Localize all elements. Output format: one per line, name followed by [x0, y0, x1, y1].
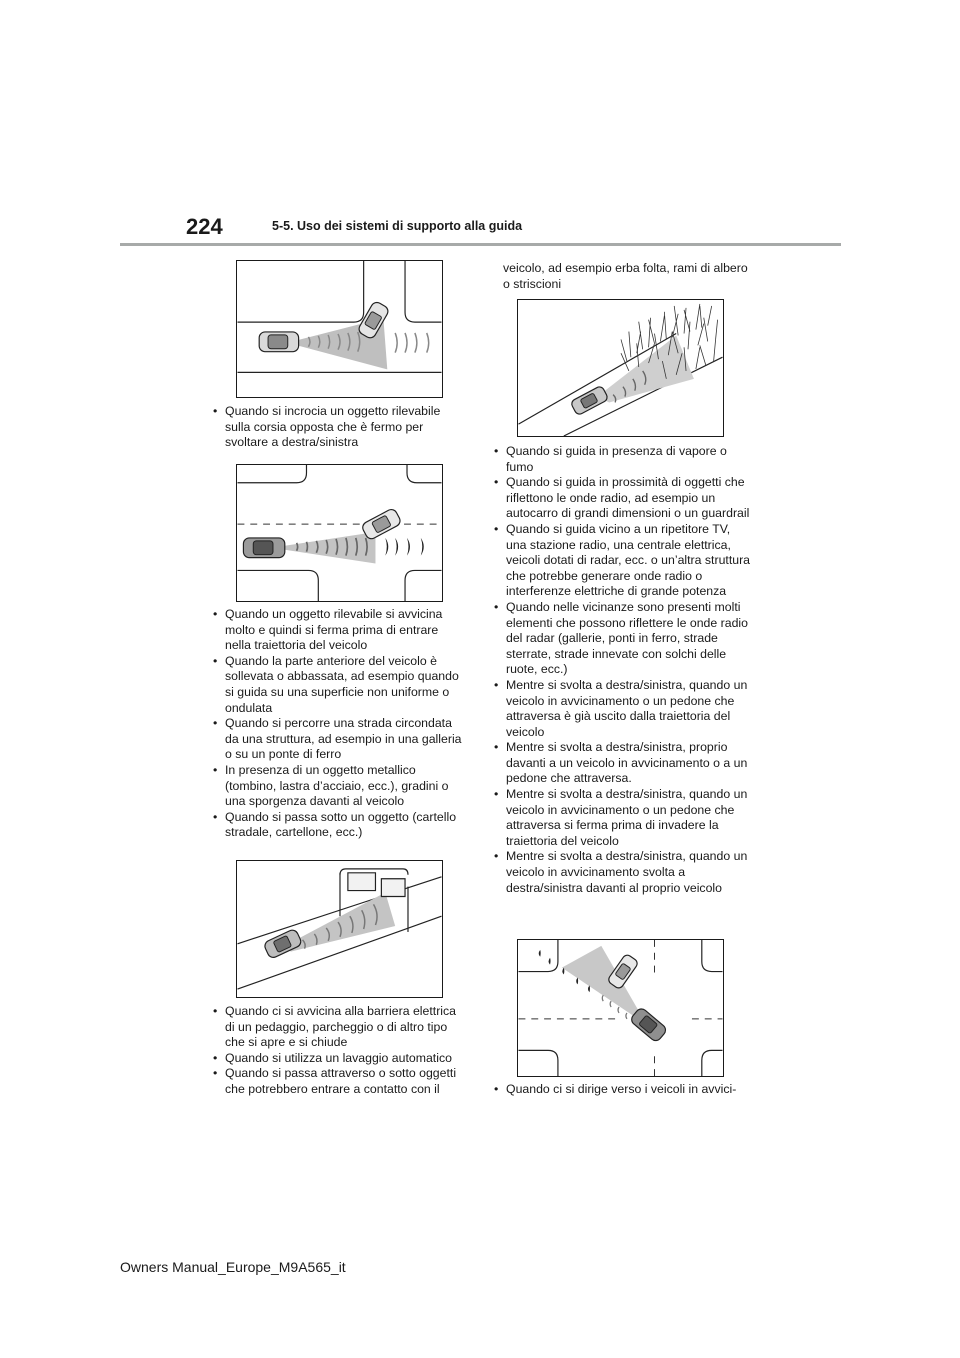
figure-turning-at-intersection [517, 939, 724, 1077]
footer-text: Owners Manual_Europe_M9A565_it [120, 1259, 346, 1275]
list-left-2 [208, 607, 466, 841]
list-item: • Quando si percorre una strada circondata da una struttura, ad esempio in una galleria o su un ponte di ferro [208, 716, 466, 763]
list-left-3 [208, 1004, 466, 1098]
list-right-2 [489, 1082, 751, 1098]
figure-turning-vehicle [236, 260, 443, 398]
page-number: 224 [186, 214, 223, 239]
list-item: • Mentre si svolta a destra/sinistra, quando un veicolo in avvicinamento o un pedone che attraversa è già uscito dalla traiettoria del veicolo [489, 678, 751, 740]
list-item: • Mentre si svolta a destra/sinistra, proprio davanti a un veicolo in avvicinamento o a un pedone che attraversa. [489, 740, 751, 787]
figure-overhead-sign [236, 860, 443, 998]
list-item: • Mentre si svolta a destra/sinistra, quando un veicolo in avvicinamento o un pedone che attraversa si ferma prima di invadere la traiettoria del veicolo [489, 787, 751, 849]
list-item: • In presenza di un oggetto metallico (tombino, lastra d’acciaio, ecc.), gradini o una sporgenza davanti al veicolo [208, 763, 466, 810]
list-item: • Quando si incrocia un oggetto rilevabile sulla corsia opposta che è fermo per svoltare a destra/sinistra [208, 404, 466, 451]
figure-approaching-object [236, 464, 443, 602]
list-item: • Quando si guida in presenza di vapore o fumo [489, 444, 751, 475]
list-item: • Quando si passa attraverso o sotto oggetti che potrebbero entrare a contatto con il [208, 1066, 466, 1097]
list-item: • Quando ci si avvicina alla barriera elettrica di un pedaggio, parcheggio o di altro tipo che si apre e si chiude [208, 1004, 466, 1051]
list-item: • Quando nelle vicinanze sono presenti molti elementi che possono riflettere le onde radio del radar (gallerie, ponti in ferro, strade sterrate, strade innevate con solchi delle ruote, ecc.) [489, 600, 751, 678]
list-item: • Quando si utilizza un lavaggio automatico [208, 1051, 466, 1067]
figure-tall-grass [517, 299, 724, 437]
section-title: 5-5. Uso dei sistemi di supporto alla guida [272, 219, 523, 233]
list-right-1 [489, 444, 751, 896]
list-item: • Quando si guida in prossimità di oggetti che riflettono le onde radio, ad esempio un autocarro di grandi dimensioni o un guardrail [489, 475, 751, 522]
list-item: • Quando si passa sotto un oggetto (cartello stradale, cartellone, ecc.) [208, 810, 466, 841]
list-item: • Quando ci si dirige verso i veicoli in avvici- [489, 1082, 751, 1098]
list-item: • Quando la parte anteriore del veicolo è sollevata o abbassata, ad esempio quando si guida su una superficie non uniforme o ondulata [208, 654, 466, 716]
list-item: • Mentre si svolta a destra/sinistra, quando un veicolo in avvicinamento svolta a destra/sinistra davanti al proprio veicolo [489, 849, 751, 896]
list-item: • Quando un oggetto rilevabile si avvicina molto e quindi si ferma prima di entrare nella traiettoria del veicolo [208, 607, 466, 654]
continuation-text: veicolo, ad esempio erba folta, rami di albero o striscioni [503, 261, 748, 291]
list-left-1 [208, 404, 466, 451]
list-item: • Quando si guida vicino a un ripetitore TV, una stazione radio, una centrale elettrica, veicoli dotati di radar, ecc. o un’altra struttura che potrebbe generare onde radio o interferenze elettriche di grande potenza [489, 522, 751, 600]
header-rule [120, 243, 841, 246]
